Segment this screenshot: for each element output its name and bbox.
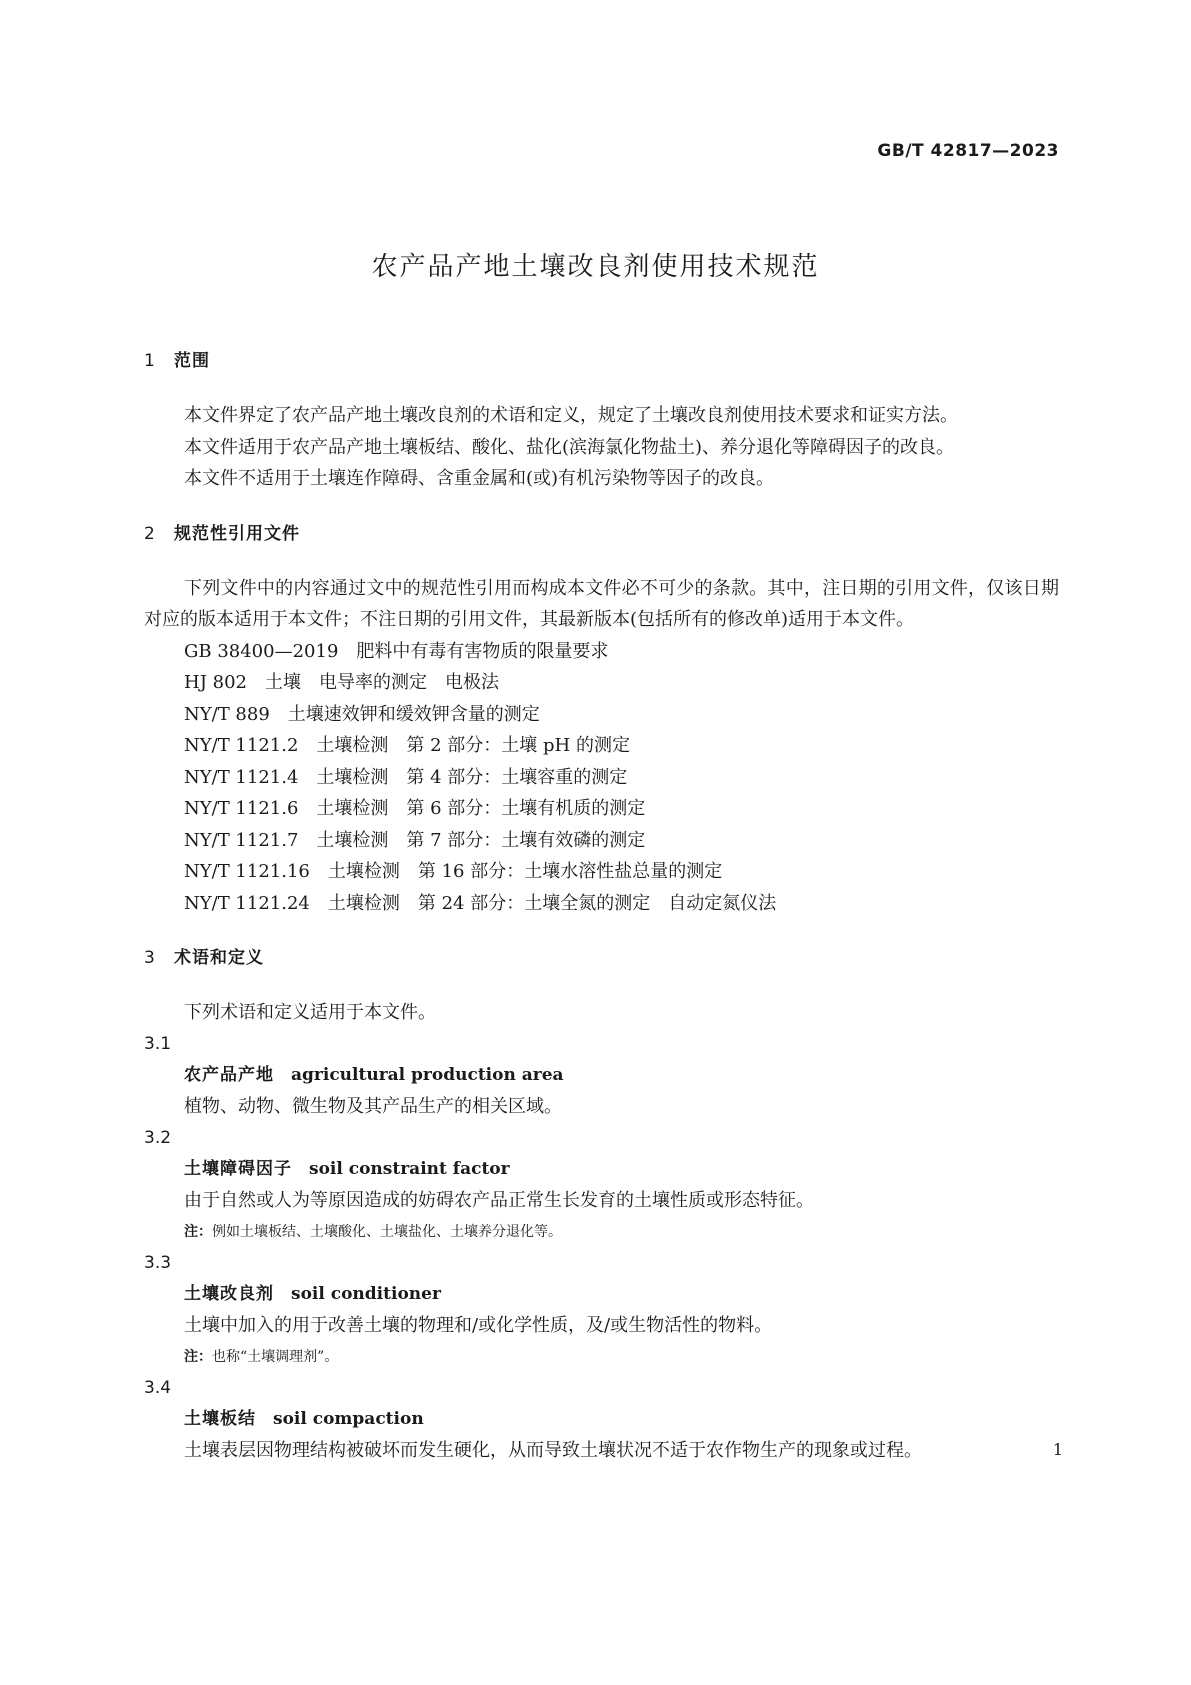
term-definition: 土壤表层因物理结构被破坏而发生硬化，从而导致土壤状况不适于农作物生产的现象或过程。 bbox=[184, 1440, 922, 1461]
section-title: 术语和定义 bbox=[174, 948, 264, 968]
term-zh: 土壤改良剂 bbox=[184, 1283, 274, 1304]
note-text: 也称“土壤调理剂”。 bbox=[212, 1348, 339, 1365]
term-number: 3.2 bbox=[144, 1127, 172, 1148]
term-zh: 农产品产地 bbox=[184, 1064, 274, 1085]
term-heading bbox=[144, 1279, 1059, 1311]
term-zh: 土壤障碍因子 bbox=[184, 1158, 292, 1179]
document-code: GB/T 42817—2023 bbox=[877, 141, 1059, 161]
term-en: soil compaction bbox=[273, 1408, 424, 1429]
paragraph: 下列文件中的内容通过文中的规范性引用而构成本文件必不可少的条款。其中，注日期的引用文件，仅该日期对应的版本适用于本文件；不注日期的引用文件，其最新版本(包括所有的修改单)适用于本文件。 bbox=[144, 577, 1059, 630]
term-en: agricultural production area bbox=[291, 1064, 564, 1085]
reference-item: NY/T 889 土壤速效钾和缓效钾含量的测定 bbox=[184, 703, 540, 725]
section-heading-normative bbox=[144, 521, 1059, 547]
section-number: 3 bbox=[144, 948, 156, 968]
term-en: soil constraint factor bbox=[309, 1158, 510, 1179]
section-number: 2 bbox=[144, 523, 156, 544]
term-en: soil conditioner bbox=[291, 1283, 441, 1304]
reference-item: HJ 802 土壤 电导率的测定 电极法 bbox=[184, 672, 499, 693]
term-zh: 土壤板结 bbox=[184, 1408, 256, 1429]
term-heading bbox=[144, 1060, 1059, 1092]
page-number: 1 bbox=[1052, 1440, 1063, 1459]
section-title: 规范性引用文件 bbox=[174, 523, 300, 544]
term-definition: 植物、动物、微生物及其产品生产的相关区域。 bbox=[184, 1096, 562, 1117]
term-definition: 土壤中加入的用于改善土壤的物理和/或化学性质，及/或生物活性的物料。 bbox=[184, 1315, 773, 1336]
term-number: 3.3 bbox=[144, 1252, 172, 1273]
note-label: 注： bbox=[184, 1223, 212, 1240]
note-text: 例如土壤板结、土壤酸化、土壤盐化、土壤养分退化等。 bbox=[212, 1223, 562, 1240]
section-number: 1 bbox=[144, 351, 156, 371]
paragraph: 本文件界定了农产品产地土壤改良剂的术语和定义，规定了土壤改良剂使用技术要求和证实方法。 bbox=[184, 405, 958, 426]
reference-item: GB 38400—2019 肥料中有毒有害物质的限量要求 bbox=[184, 640, 609, 662]
paragraph: 本文件适用于农产品产地土壤板结、酸化、盐化(滨海氯化物盐土)、养分退化等障碍因子的改良。 bbox=[184, 436, 955, 458]
paragraph: 本文件不适用于土壤连作障碍、含重金属和(或)有机污染物等因子的改良。 bbox=[184, 468, 775, 489]
term-note bbox=[144, 1342, 1059, 1373]
term-heading bbox=[144, 1154, 1059, 1186]
document-body bbox=[144, 348, 1059, 1467]
note-label: 注： bbox=[184, 1348, 212, 1365]
term-number: 3.1 bbox=[144, 1033, 172, 1054]
reference-item: NY/T 1121.2 土壤检测 第 2 部分：土壤 pH 的测定 bbox=[184, 735, 630, 756]
paragraph: 下列术语和定义适用于本文件。 bbox=[184, 1002, 436, 1023]
section-title: 范围 bbox=[174, 351, 210, 371]
term-heading bbox=[144, 1404, 1059, 1436]
section-heading-scope bbox=[144, 348, 1059, 374]
reference-item: NY/T 1121.4 土壤检测 第 4 部分：土壤容重的测定 bbox=[184, 766, 628, 788]
section-heading-terms bbox=[144, 945, 1059, 971]
document-title: 农产品产地土壤改良剂使用技术规范 bbox=[371, 252, 820, 282]
reference-item: NY/T 1121.7 土壤检测 第 7 部分：土壤有效磷的测定 bbox=[184, 829, 646, 851]
reference-item: NY/T 1121.16 土壤检测 第 16 部分：土壤水溶性盐总量的测定 bbox=[184, 861, 723, 882]
reference-item: NY/T 1121.6 土壤检测 第 6 部分：土壤有机质的测定 bbox=[184, 798, 646, 819]
term-note bbox=[144, 1217, 1059, 1248]
term-number: 3.4 bbox=[144, 1377, 172, 1398]
term-definition: 由于自然或人为等原因造成的妨碍农产品正常生长发育的土壤性质或形态特征。 bbox=[184, 1190, 814, 1211]
reference-item: NY/T 1121.24 土壤检测 第 24 部分：土壤全氮的测定 自动定氮仪法 bbox=[184, 892, 777, 914]
